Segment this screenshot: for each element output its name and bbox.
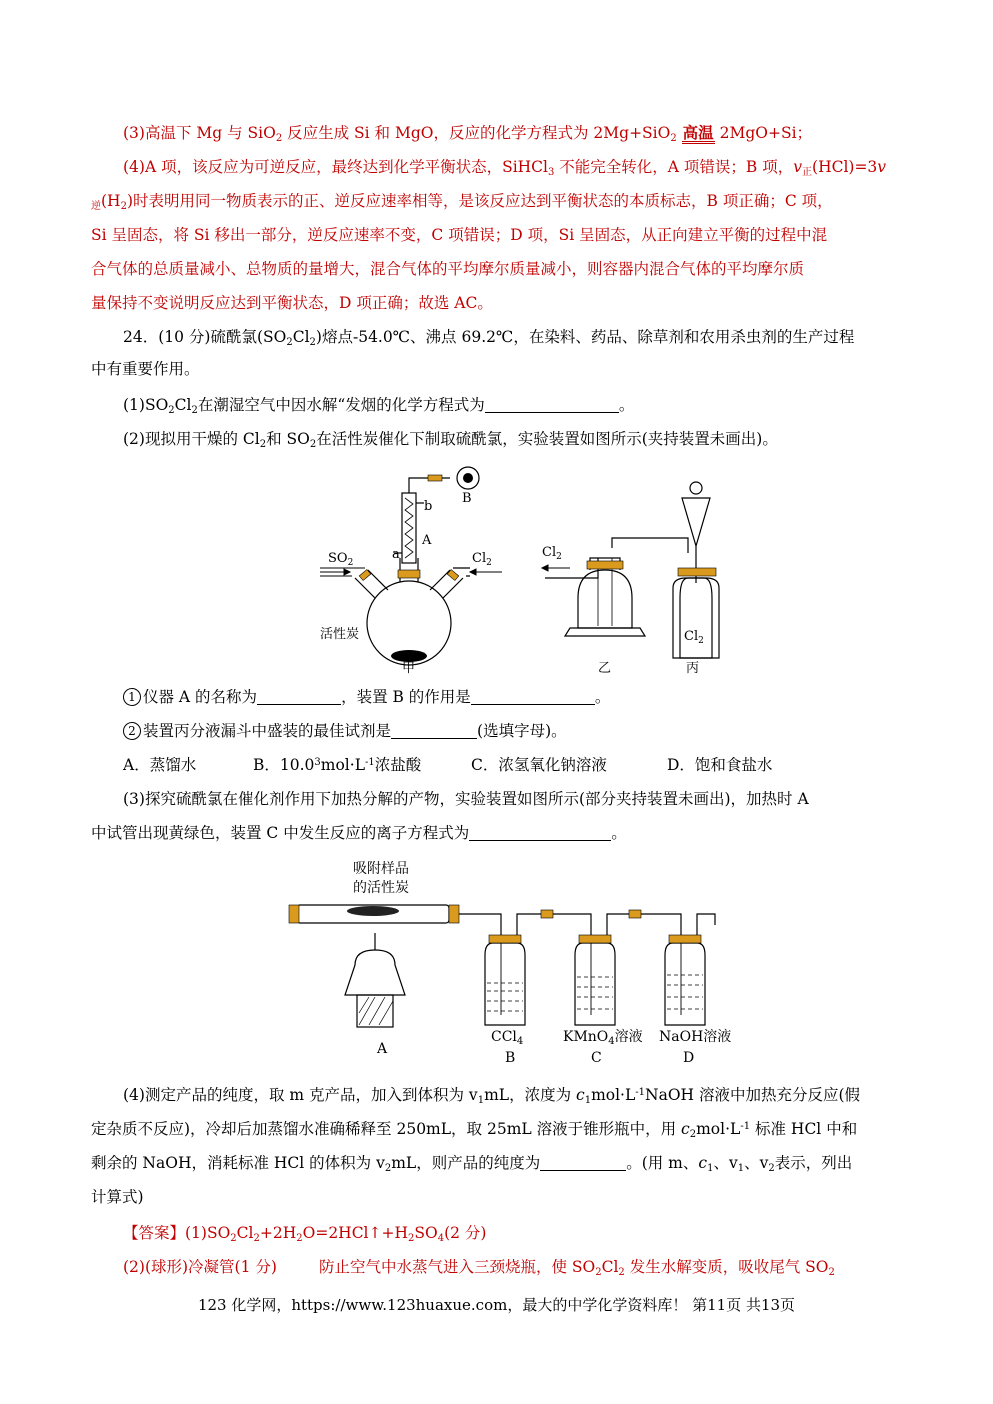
question-24-options (123, 754, 943, 776)
question-24-part3-2: 中试管出现黄绿色，装置 C 中发生反应的离子方程式为 。 (91, 824, 627, 842)
answer-24-part1: 【答案】$(1)SO_2Cl_2+2H_2O=2HCl↑+H_2SO_4(2$ 分) (123, 1224, 487, 1244)
question-24-stem: 24．(10 分)硫酰氯$(SO_2Cl_2)$熔点-54.0℃、沸点 69.2℃，在染料、药品、除草剂和农用杀虫剂的生产过程 (123, 328, 855, 348)
question-24-q1: 1 仪器 A 的名称为 ，装置 B 的作用是 。 (123, 686, 943, 708)
label-jia: 甲 (402, 661, 416, 676)
label-ccl4: CCl$_4$ (491, 1029, 524, 1047)
option-b[interactable]: B．$10.0^3mol\cdot L^{-1}$浓盐酸 (253, 756, 422, 774)
label-sample-line1: 吸附样品 (353, 861, 409, 877)
answer-part4-line1: (4)A 项，该反应为可逆反应，最终达到化学平衡状态，SiHCl$_3$ 不能完全转化，A 项错误；B 项，$v_正(HCl)=3v$ (123, 158, 887, 178)
apparatus-figure-2 (285, 855, 745, 1070)
question-24-stem-2: 中有重要作用。 (91, 360, 200, 378)
answer-blank[interactable] (471, 690, 595, 705)
label-activated-carbon: 活性炭 (320, 627, 360, 642)
label-condenser-a: A (422, 533, 432, 548)
question-24-part1: $(1)SO_2Cl_2$在潮湿空气中因水解“发烟的化学方程式为 。 (123, 396, 635, 416)
label-drying-b: B (462, 491, 472, 506)
answer-blank[interactable] (540, 1156, 626, 1171)
page-footer: 123 化学网，https://www.123huaxue.com，最大的中学化学资料库！ 第11页 共13页 (197, 1296, 796, 1314)
label-c: C (591, 1050, 602, 1066)
label-d: D (683, 1050, 695, 1066)
option-d[interactable]: D．饱和食盐水 (667, 756, 773, 774)
question-24-part4-2: 定杂质不反应)，冷却后加蒸馏水准确稀释至 250mL，取 25mL 溶液于锥形瓶中，用 $c_2mol\cdot L^{-1}$ 标准 HCl 中和 (91, 1120, 858, 1140)
question-24-part4: (4)测定产品的纯度，取 m 克产品，加入到体积为 $v_1mL$，浓度为 $c_1mol\cdot L^{-1}NaOH$ 溶液中加热充分反应(假 (123, 1086, 861, 1106)
label-naoh: NaOH溶液 (659, 1029, 732, 1045)
answer-24-part2: (2)(球形)冷凝管(1 分) 防止空气中水蒸气进入三颈烧瓶，使 $SO_2Cl_2$ 发生水解变质，吸收尾气 $SO_2$ (123, 1258, 835, 1278)
label-sample-line2: 的活性炭 (353, 880, 409, 896)
answer-blank[interactable] (257, 690, 341, 705)
answer-part4-line2: $_逆(H_2)$时表明用同一物质表示的正、逆反应速率相等，是该反应达到平衡状态的本质标志，B 项正确；C 项， (91, 192, 833, 212)
question-24-part3: (3)探究硫酰氯在催化剂作用下加热分解的产物，实验装置如图所示(部分夹持装置未画出)，加热时 A (123, 790, 809, 808)
label-yi: 乙 (598, 661, 612, 676)
apparatus-figure-1 (320, 458, 760, 678)
question-24-part4-4: 计算式) (91, 1188, 144, 1206)
answer-blank[interactable] (469, 826, 611, 841)
question-24-q2: 2 装置丙分液漏斗中盛装的最佳试剂是 (选填字母)。 (123, 720, 943, 742)
answer-part4-line4: 合气体的总质量减小、总物质的量增大，混合气体的平均摩尔质量减小，则容器内混合气体的平均摩尔质 (91, 260, 805, 278)
label-bing: 丙 (686, 661, 700, 676)
option-c[interactable]: C．浓氢氧化钠溶液 (471, 756, 607, 774)
label-port-a: a (392, 547, 400, 562)
label-b: B (505, 1050, 516, 1066)
answer-part4-line5: 量保持不变说明反应达到平衡状态，D 项正确；故选 AC。 (91, 294, 493, 312)
label-so2: $SO_2$ (328, 551, 354, 568)
label-cl2-out: $Cl_2$ (542, 545, 562, 562)
label-a: A (377, 1041, 388, 1057)
answer-blank[interactable] (485, 398, 619, 413)
question-24-part2: (2)现拟用干燥的 $Cl_2$和 $SO_2$在活性炭催化下制取硫酰氯，实验装置如图所示(夹持装置未画出)。 (123, 430, 778, 450)
label-cl2-bottle: $Cl_2$ (684, 629, 704, 646)
option-a[interactable]: A．蒸馏水 (123, 756, 197, 774)
high-temp-condition: 高温 (682, 123, 714, 142)
answer-blank[interactable] (391, 724, 477, 739)
answer-part3: (3)高温下 Mg 与 SiO$_2$ 反应生成 Si 和 MgO，反应的化学方程式为 2Mg+SiO$_2$ 高温 2MgO+Si； (123, 123, 813, 144)
label-cl2-in: $Cl_2$ (472, 551, 492, 568)
answer-part4-line3: Si 呈固态，将 Si 移出一部分，逆反应速率不变，C 项错误；D 项，Si 呈固态，从正向建立平衡的过程中混 (91, 226, 828, 244)
question-24-part4-3: 剩余的 NaOH，消耗标准 HCl 的体积为 $v_2mL$，则产品的纯度为 。(用 m、$c_1$、$v_1$、$v_2$表示，列出 (91, 1154, 853, 1174)
label-port-b: b (424, 499, 433, 514)
label-kmno4: KMnO$_4$溶液 (563, 1029, 643, 1047)
